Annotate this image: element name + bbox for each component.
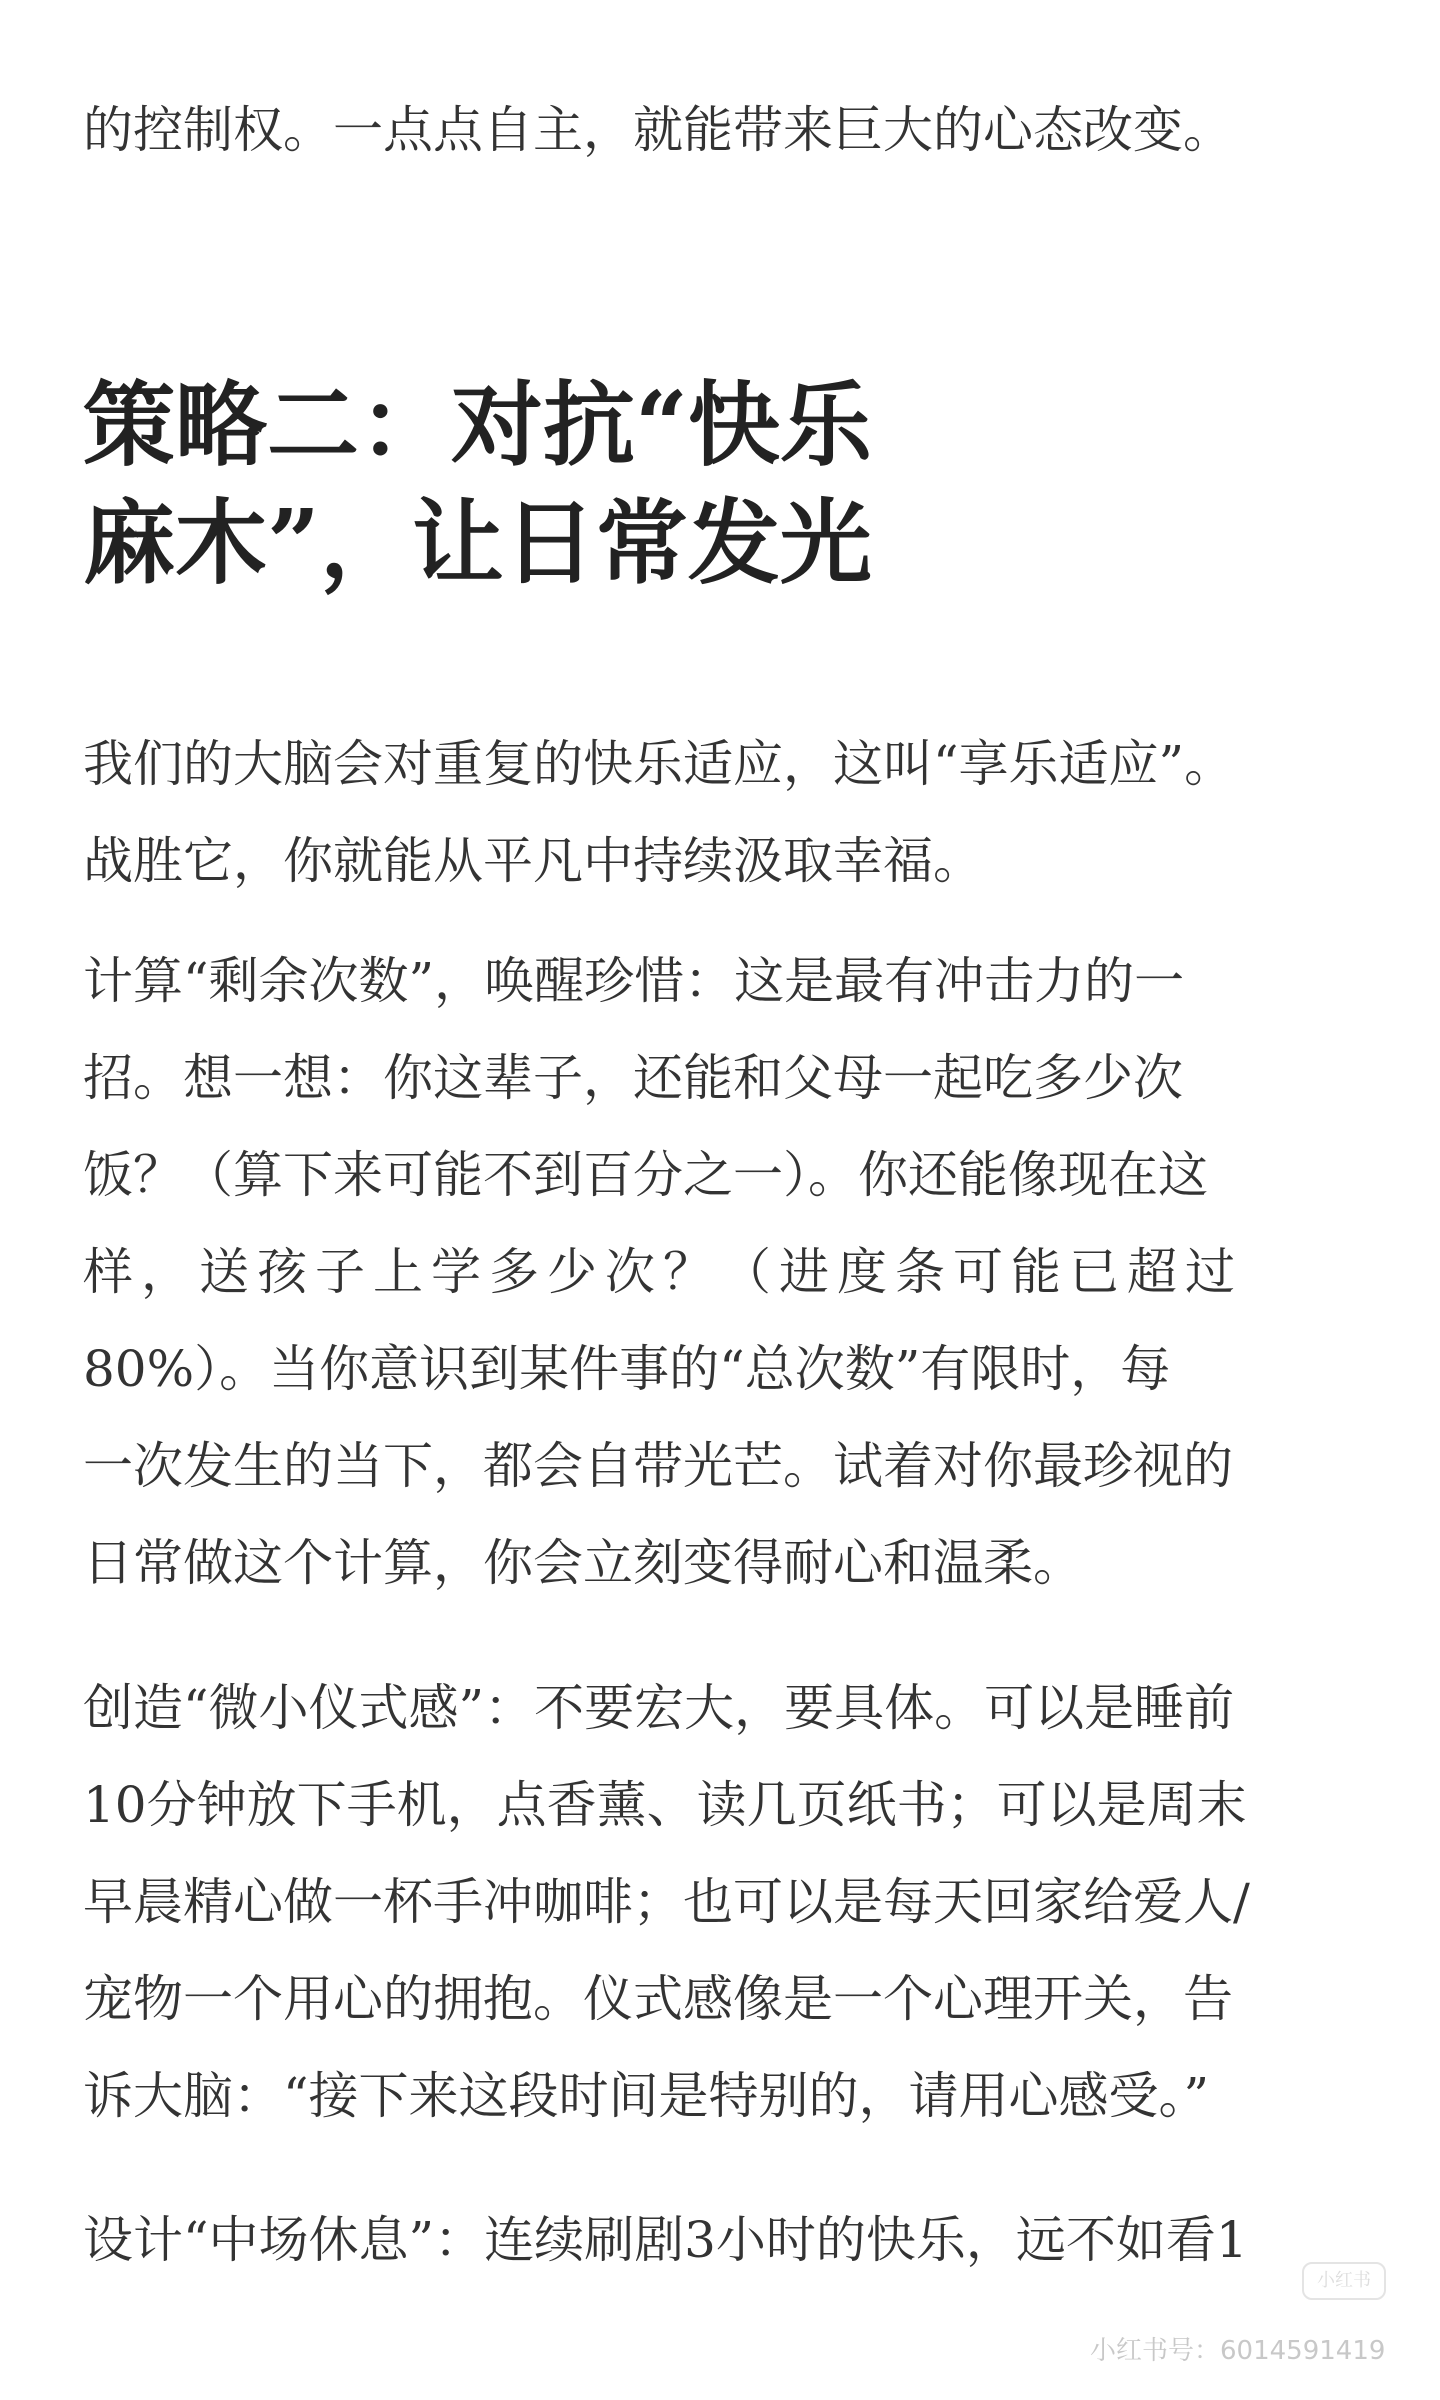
paragraph-2-line-5: 80%）。当你意识到某件事的“总次数”有限时，每 xyxy=(83,1340,1171,1398)
paragraph-4-line-1: 设计“中场休息”：连续刷剧3小时的快乐，远不如看1 xyxy=(83,2211,1248,2269)
intro-tail-text: 的控制权。一点点自主，就能带来巨大的心态改变。 xyxy=(83,101,1233,159)
paragraph-2-line-3: 饭？（算下来可能不到百分之一）。你还能像现在这 xyxy=(83,1146,1208,1204)
paragraph-1-line-2: 战胜它，你就能从平凡中持续汲取幸福。 xyxy=(83,832,983,890)
paragraph-1-line-1: 我们的大脑会对重复的快乐适应，这叫“享乐适应”。 xyxy=(83,735,1235,793)
section-heading-line-1: 策略二：对抗“快乐 xyxy=(83,371,872,479)
xiaohongshu-id-watermark: 小红书号：6014591419 xyxy=(1090,2336,1386,2366)
paragraph-3-line-4: 宠物一个用心的拥抱。仪式感像是一个心理开关，告 xyxy=(83,1970,1233,2028)
xiaohongshu-logo-watermark: 小红书 xyxy=(1302,2262,1386,2300)
paragraph-2-line-7: 日常做这个计算，你会立刻变得耐心和温柔。 xyxy=(83,1534,1083,1592)
paragraph-3-line-1: 创造“微小仪式感”：不要宏大，要具体。可以是睡前 xyxy=(83,1679,1235,1737)
paragraph-2-line-4: 样，送孩子上学多少次？（进度条可能已超过 xyxy=(83,1243,1243,1301)
paragraph-3-line-3: 早晨精心做一杯手冲咖啡；也可以是每天回家给爱人/ xyxy=(83,1873,1250,1931)
paragraph-2-line-2: 招。想一想：你这辈子，还能和父母一起吃多少次 xyxy=(83,1049,1183,1107)
paragraph-3-line-5: 诉大脑：“接下来这段时间是特别的，请用心感受。” xyxy=(83,2067,1210,2125)
section-heading-line-2: 麻木”，让日常发光 xyxy=(83,489,872,597)
paragraph-3-line-2: 10分钟放下手机，点香薰、读几页纸书；可以是周末 xyxy=(83,1776,1247,1834)
paragraph-2-line-1: 计算“剩余次数”，唤醒珍惜：这是最有冲击力的一 xyxy=(83,952,1185,1010)
paragraph-2-line-6: 一次发生的当下，都会自带光芒。试着对你最珍视的 xyxy=(83,1437,1233,1495)
